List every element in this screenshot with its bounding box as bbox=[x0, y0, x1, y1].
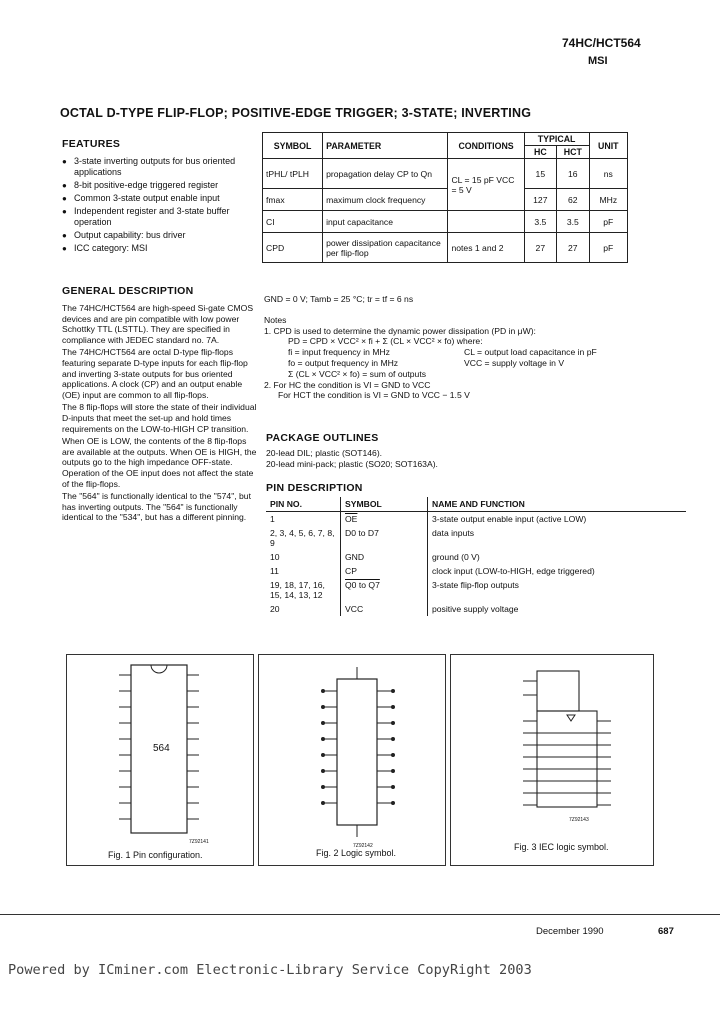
general-paragraph: When OE is LOW, the contents of the 8 flip-flops are available at the outputs. When OE is HIGH, the outputs go to the high impedance OFF-state. Operation of the OE input does not affect the state of the flip-flops. bbox=[62, 436, 257, 489]
feature-item: ● Output capability: bus driver bbox=[62, 230, 262, 241]
param-name: maximum clock frequency bbox=[323, 189, 448, 211]
note-line: 2. For HC the condition is VI = GND to VCC bbox=[264, 379, 431, 390]
pin-table bbox=[266, 497, 686, 616]
pin-symbol: $\overline{OE}$ bbox=[341, 512, 428, 527]
general-paragraph: The 8 flip-flops will store the state of their individual D-inputs that meet the set-up and hold times requirements on the LOW-to-HIGH CP transition. bbox=[62, 402, 257, 434]
figure-caption: Fig. 3 IEC logic symbol. bbox=[514, 842, 609, 852]
param-conditions bbox=[448, 211, 524, 233]
param-hc: 27 bbox=[524, 233, 556, 263]
general-heading: GENERAL DESCRIPTION bbox=[62, 285, 194, 297]
param-symbol: fmax bbox=[263, 189, 323, 211]
param-conditions: CL = 15 pF VCC = 5 V bbox=[448, 159, 524, 211]
param-row bbox=[263, 233, 628, 263]
pin-function: ground (0 V) bbox=[428, 550, 687, 564]
figure-logic-symbol bbox=[258, 654, 446, 866]
feature-item: ● Common 3-state output enable input bbox=[62, 193, 262, 204]
page-title: OCTAL D-TYPE FLIP-FLOP; POSITIVE-EDGE TRIGGER; 3-STATE; INVERTING bbox=[60, 106, 532, 120]
pin-symbol: D0 to D7 bbox=[341, 526, 428, 550]
feature-item: ● Independent register and 3-state buffer operation bbox=[62, 206, 262, 228]
features-heading: FEATURES bbox=[62, 138, 121, 150]
param-symbol: CI bbox=[263, 211, 323, 233]
figure-code: 7Z92141 bbox=[189, 839, 209, 845]
footer-date: December 1990 bbox=[536, 926, 604, 937]
general-paragraph: The 74HC/HCT564 are octal D-type flip-flops featuring separate D-type inputs for each flip-flop and inverting 3-state outputs for bus oriented applications. A clock (CP) and an output enable (OE) input are common to all flip-flops. bbox=[62, 347, 248, 400]
pin-no: 20 bbox=[270, 604, 280, 614]
pin-row bbox=[266, 526, 686, 550]
pin-no: 11 bbox=[270, 566, 279, 576]
parameter-table bbox=[262, 132, 628, 263]
feature-item: ● ICC category: MSI bbox=[62, 243, 262, 254]
powered-by-banner: Powered by ICminer.com Electronic-Library Service CopyRight 2003 bbox=[8, 962, 532, 978]
param-symbol: tPHL/ tPLH bbox=[263, 159, 323, 189]
footer-page: 687 bbox=[658, 926, 674, 937]
pin-row bbox=[266, 550, 686, 564]
chip-label: 564 bbox=[153, 743, 170, 754]
param-unit: ns bbox=[589, 159, 627, 189]
figure-caption: Fig. 2 Logic symbol. bbox=[316, 848, 397, 858]
param-row bbox=[263, 159, 628, 189]
feature-item: ● 3-state inverting outputs for bus oriented applications bbox=[62, 156, 262, 178]
pin-row bbox=[266, 578, 686, 602]
note-line: fi = input frequency in MHz bbox=[288, 347, 390, 358]
pin-function: 3-state output enable input (active LOW) bbox=[428, 512, 687, 527]
package-list bbox=[266, 448, 438, 470]
pin-symbol: Q0 to Q7 bbox=[341, 578, 428, 602]
param-row bbox=[263, 189, 628, 211]
pin-heading: PIN DESCRIPTION bbox=[266, 482, 363, 494]
col-typical: TYPICAL bbox=[524, 133, 589, 146]
param-name: propagation delay CP to Qn bbox=[323, 159, 448, 189]
package-line: 20-lead DIL; plastic (SOT146). bbox=[266, 448, 383, 458]
figure-iec-symbol bbox=[450, 654, 654, 866]
features-list bbox=[62, 156, 262, 256]
param-unit: pF bbox=[589, 211, 627, 233]
figure-caption: Fig. 1 Pin configuration. bbox=[108, 850, 203, 860]
pin-row bbox=[266, 602, 686, 616]
pin-function: clock input (LOW-to-HIGH, edge triggered) bbox=[428, 564, 687, 578]
pin-no: 2, 3, 4, 5, 6, 7, 8, 9 bbox=[270, 528, 335, 548]
footer-rule bbox=[0, 914, 720, 915]
col-hct: HCT bbox=[557, 146, 590, 159]
general-paragraph: The "564" is functionally identical to the "574", but has inverting outputs. The "564" is functionally identical to the "534", but has a different pinning. bbox=[62, 491, 251, 523]
pin-col-symbol: SYMBOL bbox=[341, 497, 428, 512]
pin-symbol: CP bbox=[341, 564, 428, 578]
col-unit: UNIT bbox=[589, 133, 627, 159]
col-parameter: PARAMETER bbox=[323, 133, 448, 159]
param-hc: 3.5 bbox=[524, 211, 556, 233]
package-heading: PACKAGE OUTLINES bbox=[266, 432, 379, 444]
pin-function: positive supply voltage bbox=[428, 602, 687, 616]
pin-symbol: VCC bbox=[341, 602, 428, 616]
param-unit: MHz bbox=[589, 189, 627, 211]
param-hc: 127 bbox=[524, 189, 556, 211]
general-paragraph: The 74HC/HCT564 are high-speed Si-gate CMOS devices and are pin compatible with low power Schottky TTL (LSTTL). They are specified in compliance with JEDEC standard no. 7A. bbox=[62, 303, 254, 345]
feature-item: ● 8-bit positive-edge triggered register bbox=[62, 180, 262, 191]
param-name: input capacitance bbox=[323, 211, 448, 233]
param-hct: 16 bbox=[557, 159, 590, 189]
note-line: fo = output frequency in MHz bbox=[288, 357, 399, 368]
pin-no: 10 bbox=[270, 552, 280, 562]
param-hct: 62 bbox=[557, 189, 590, 211]
param-unit: pF bbox=[589, 233, 627, 263]
pin-no: 19, 18, 17, 16, 15, 14, 13, 12 bbox=[270, 580, 325, 600]
param-hc: 15 bbox=[524, 159, 556, 189]
pin-no: 1 bbox=[270, 514, 275, 524]
family-label: MSI bbox=[588, 55, 608, 67]
pin-row bbox=[266, 512, 686, 527]
pin-symbol: GND bbox=[341, 550, 428, 564]
param-name: power dissipation capacitance per flip-flop bbox=[323, 233, 448, 263]
note-line: CL = output load capacitance in pF bbox=[464, 347, 597, 358]
figure-pin-configuration bbox=[66, 654, 254, 866]
pin-row bbox=[266, 564, 686, 578]
pin-function: data inputs bbox=[428, 526, 687, 550]
notes-heading: Notes bbox=[264, 314, 287, 325]
notes-block bbox=[264, 294, 714, 401]
general-description bbox=[62, 303, 258, 525]
note-line: Σ (CL × VCC² × fo) = sum of outputs bbox=[288, 368, 427, 379]
col-symbol: SYMBOL bbox=[263, 133, 323, 159]
note-line: For HCT the condition is VI = GND to VCC − 1.5 V bbox=[278, 390, 470, 401]
note-line: 1. CPD is used to determine the dynamic power dissipation (PD in μW): bbox=[264, 325, 536, 336]
pin-col-name: NAME AND FUNCTION bbox=[428, 497, 687, 512]
note-line: VCC = supply voltage in V bbox=[464, 357, 565, 368]
col-hc: HC bbox=[524, 146, 556, 159]
param-row bbox=[263, 211, 628, 233]
param-conditions: notes 1 and 2 bbox=[448, 233, 524, 263]
note-line: PD = CPD × VCC² × fi + Σ (CL × VCC² × fo) where: bbox=[288, 336, 483, 347]
figure-code: 7Z92142 bbox=[353, 843, 373, 849]
part-number: 74HC/HCT564 bbox=[562, 36, 641, 50]
param-symbol: CPD bbox=[263, 233, 323, 263]
pin-function: 3-state flip-flop outputs bbox=[428, 578, 687, 602]
iec-symbol-diagram bbox=[451, 655, 653, 841]
package-line: 20-lead mini-pack; plastic (SO20; SOT163A). bbox=[266, 459, 438, 469]
param-footnote: GND = 0 V; Tamb = 25 °C; tr = tf = 6 ns bbox=[264, 294, 414, 304]
col-conditions: CONDITIONS bbox=[448, 133, 524, 159]
param-hct: 3.5 bbox=[557, 211, 590, 233]
logic-symbol-diagram bbox=[259, 655, 445, 841]
figure-code: 7Z92143 bbox=[569, 817, 589, 823]
param-hct: 27 bbox=[557, 233, 590, 263]
pin-col-no: PIN NO. bbox=[266, 497, 341, 512]
